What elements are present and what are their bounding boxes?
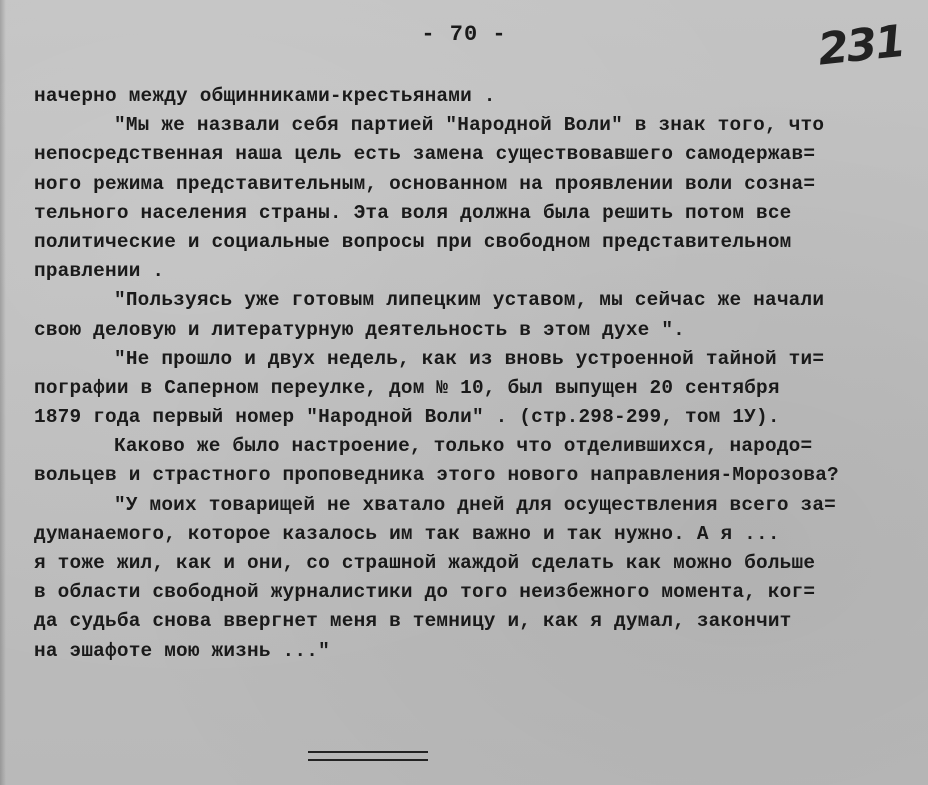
text-line: свою деловую и литературную деятельность в этом духе ". (34, 318, 685, 341)
text-line: на эшафоте мою жизнь ..." (34, 639, 330, 662)
text-line: "Мы же назвали себя партией "Народной Воли" в знак того, что (114, 114, 825, 137)
page-number: - 70 - (421, 22, 507, 47)
text-line: "У моих товарищей не хватало дней для осуществления всего за= (114, 493, 837, 516)
text-line: пографии в Саперном переулке, дом № 10, был выпущен 20 сентября (34, 376, 780, 399)
text-line: ного режима представительным, основанном на проявлении воли созна= (34, 172, 816, 195)
text-line: я тоже жил, как и они, со страшной жаждой сделать как можно больше (34, 552, 816, 574)
text-line: вольцев и страстного проповедника этого нового направления-Морозова? (34, 464, 839, 487)
text-line: да судьба снова ввергнет меня в темницу и, как я думал, закончит (34, 610, 792, 633)
handwritten-archive-number: 231 (815, 15, 907, 76)
end-divider-line (308, 751, 428, 753)
text-line: в области свободной журналистики до того неизбежного момента, ког= (34, 581, 816, 604)
text-line: "Пользуясь уже готовым липецким уставом, мы сейчас же начали (114, 289, 825, 312)
page-edge-shadow (0, 0, 6, 785)
typewritten-text-body (34, 82, 924, 666)
text-line: тельного населения страны. Эта воля должна была решить потом все (34, 201, 792, 224)
text-line: "Не прошло и двух недель, как из вновь устроенной тайной ти= (114, 347, 825, 370)
text-line: правлении . (34, 260, 165, 283)
text-line: 1879 года первый номер "Народной Воли" . (стр.298-299, том 1У). (34, 406, 780, 429)
text-line: Каково же было настроение, только что отделившихся, народо= (114, 435, 813, 458)
text-line: начерно между общинниками-крестьянами . (34, 85, 496, 107)
end-divider-line (308, 759, 428, 761)
text-line: непосредственная наша цель есть замена существовавшего самодержав= (34, 143, 816, 166)
text-line: политические и социальные вопросы при свободном представительном (34, 230, 792, 253)
text-line: думанаемого, которое казалось им так важно и так нужно. А я ... (34, 522, 780, 545)
